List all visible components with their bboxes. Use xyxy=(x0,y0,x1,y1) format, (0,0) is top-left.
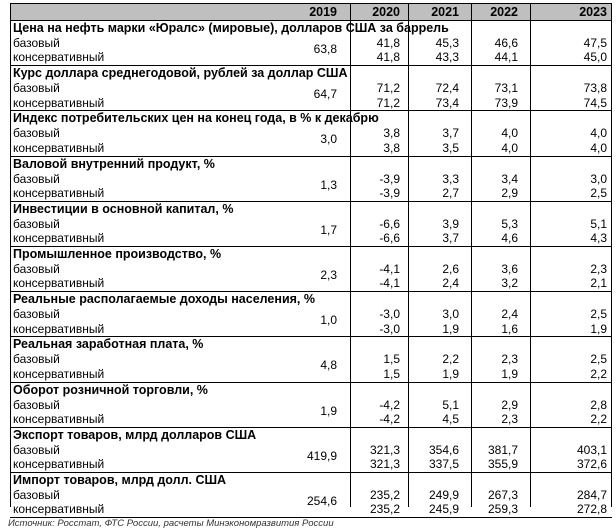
value-2020: -3,9 xyxy=(379,171,400,186)
value-2023: 73,8 xyxy=(583,81,607,96)
scenario-row-base xyxy=(10,443,612,457)
scenario-row-conservative xyxy=(10,50,612,64)
table-header-row xyxy=(10,3,612,21)
indicator-section xyxy=(10,21,612,66)
scenario-row-base xyxy=(10,488,612,502)
value-2022: 73,9 xyxy=(494,95,518,110)
indicator-section xyxy=(10,157,612,202)
value-2021: 43,3 xyxy=(435,50,459,65)
value-2023: 3,0 xyxy=(590,171,607,186)
value-2023: 74,5 xyxy=(583,95,607,110)
indicator-title: Валовой внутренний продукт, % xyxy=(13,156,215,171)
scenario-row-conservative xyxy=(10,322,612,336)
indicator-title: Промышленное производство, % xyxy=(13,246,222,261)
indicator-title: Цена на нефть марки «Юралс» (мировые), долларов США за баррель xyxy=(13,21,449,35)
value-2021: 3,7 xyxy=(442,231,459,246)
indicator-title: Реальные располагаемые доходы населения, % xyxy=(13,292,315,307)
value-2022: 2,3 xyxy=(501,352,518,367)
indicator-section xyxy=(10,111,612,156)
grid-line xyxy=(471,3,472,507)
scenario-label: консервативный xyxy=(13,457,105,472)
scenario-label: базовый xyxy=(13,442,60,457)
value-2023: 372,6 xyxy=(576,457,607,472)
value-2020: -4,1 xyxy=(379,276,400,291)
scenario-label: консервативный xyxy=(13,185,105,200)
forecast-table xyxy=(10,3,612,518)
scenario-row-base xyxy=(10,398,612,412)
value-2020: -4,2 xyxy=(379,411,400,426)
value-2019: 4,8 xyxy=(320,358,337,373)
scenario-label: базовый xyxy=(13,126,60,141)
scenario-label: консервативный xyxy=(13,276,105,291)
value-2021: 337,5 xyxy=(428,457,459,472)
value-2022: 1,9 xyxy=(501,366,518,381)
scenario-row-base xyxy=(10,307,612,321)
value-2021: 2,7 xyxy=(442,185,459,200)
scenario-label: базовый xyxy=(13,487,60,502)
value-2022: 4,0 xyxy=(501,140,518,155)
value-2021: 73,4 xyxy=(435,95,459,110)
scenario-label: консервативный xyxy=(13,411,105,426)
value-2021: 354,6 xyxy=(428,442,459,457)
scenario-label: базовый xyxy=(13,397,60,412)
scenario-row-conservative xyxy=(10,141,612,155)
year-header-2019: 2019 xyxy=(309,5,337,19)
scenario-row-base xyxy=(10,36,612,50)
value-2023: 403,1 xyxy=(576,442,607,457)
value-2021: 3,5 xyxy=(442,140,459,155)
value-2020: 71,2 xyxy=(376,81,400,96)
value-2021: 5,1 xyxy=(442,397,459,412)
scenario-row-conservative xyxy=(10,96,612,110)
scenario-label: консервативный xyxy=(13,366,105,381)
value-2023: 2,8 xyxy=(590,397,607,412)
value-2021: 245,9 xyxy=(428,502,459,517)
value-2023: 45,0 xyxy=(583,50,607,65)
value-2020: 235,2 xyxy=(369,487,400,502)
value-2020: 321,3 xyxy=(369,442,400,457)
scenario-label: консервативный xyxy=(13,231,105,246)
indicator-section xyxy=(10,247,612,292)
scenario-row-base xyxy=(10,352,612,366)
value-2023: 2,2 xyxy=(590,366,607,381)
scenario-row-conservative xyxy=(10,186,612,200)
scenario-label: базовый xyxy=(13,36,60,50)
value-2022: 355,9 xyxy=(487,457,518,472)
value-2019: 3,0 xyxy=(320,132,337,147)
scenario-label: консервативный xyxy=(13,50,105,65)
value-2023: 4,0 xyxy=(590,140,607,155)
scenario-row-base xyxy=(10,262,612,276)
table-body xyxy=(10,21,612,518)
value-2020: 41,8 xyxy=(376,50,400,65)
value-2022: 46,6 xyxy=(494,36,518,50)
scenario-label: базовый xyxy=(13,307,60,322)
scenario-row-conservative xyxy=(10,231,612,245)
indicator-title: Реальная заработная плата, % xyxy=(13,337,204,352)
scenario-label: консервативный xyxy=(13,321,105,336)
grid-line xyxy=(350,3,351,507)
year-header-2022: 2022 xyxy=(490,5,518,19)
value-2020: -3,0 xyxy=(379,307,400,322)
scenario-row-conservative xyxy=(10,367,612,381)
value-2019: 1,3 xyxy=(320,177,337,192)
indicator-title: Импорт товаров, млрд долл. США xyxy=(13,472,227,487)
value-2021: 2,6 xyxy=(442,261,459,276)
value-2021: 2,4 xyxy=(442,276,459,291)
value-2022: 3,6 xyxy=(501,261,518,276)
value-2019: 64,7 xyxy=(313,87,337,102)
value-2020: 1,5 xyxy=(383,366,400,381)
value-2022: 381,7 xyxy=(487,442,518,457)
value-2021: 4,5 xyxy=(442,411,459,426)
value-2020: 3,8 xyxy=(383,126,400,141)
indicator-section xyxy=(10,337,612,382)
value-2023: 2,1 xyxy=(590,276,607,291)
value-2019: 1,0 xyxy=(320,313,337,328)
value-2022: 44,1 xyxy=(494,50,518,65)
grid-line xyxy=(10,3,11,507)
value-2021: 3,7 xyxy=(442,126,459,141)
value-2020: -6,6 xyxy=(379,231,400,246)
indicator-section xyxy=(10,473,612,518)
value-2020: -6,6 xyxy=(379,216,400,231)
indicator-section xyxy=(10,66,612,111)
value-2019: 1,7 xyxy=(320,222,337,237)
value-2021: 3,3 xyxy=(442,171,459,186)
value-2021: 1,9 xyxy=(442,321,459,336)
indicator-section xyxy=(10,428,612,473)
scenario-row-conservative xyxy=(10,457,612,471)
year-header-2020: 2020 xyxy=(372,5,400,19)
value-2021: 3,9 xyxy=(442,216,459,231)
value-2021: 2,2 xyxy=(442,352,459,367)
value-2023: 4,3 xyxy=(590,231,607,246)
value-2020: 235,2 xyxy=(369,502,400,517)
value-2022: 2,3 xyxy=(501,411,518,426)
value-2020: 3,8 xyxy=(383,140,400,155)
year-header-2021: 2021 xyxy=(431,5,459,19)
value-2022: 73,1 xyxy=(494,81,518,96)
value-2020: 321,3 xyxy=(369,457,400,472)
indicator-title: Экспорт товаров, млрд долларов США xyxy=(13,427,257,442)
scenario-row-conservative xyxy=(10,502,612,516)
scenario-label: базовый xyxy=(13,261,60,276)
value-2020: 1,5 xyxy=(383,352,400,367)
indicator-section xyxy=(10,383,612,428)
value-2019: 419,9 xyxy=(306,448,337,463)
scenario-label: консервативный xyxy=(13,140,105,155)
scenario-row-conservative xyxy=(10,276,612,290)
value-2022: 267,3 xyxy=(487,487,518,502)
indicator-section xyxy=(10,202,612,247)
value-2021: 249,9 xyxy=(428,487,459,502)
source-note: Источник: Росстат, ФТС России, расчеты Минэкономразвития России xyxy=(8,518,334,529)
value-2022: 2,9 xyxy=(501,397,518,412)
grid-line xyxy=(611,3,612,507)
grid-line xyxy=(530,3,531,507)
indicator-title: Инвестиции в основной капитал, % xyxy=(13,201,234,216)
scenario-label: базовый xyxy=(13,352,60,367)
scenario-label: базовый xyxy=(13,216,60,231)
value-2023: 2,3 xyxy=(590,261,607,276)
value-2022: 1,6 xyxy=(501,321,518,336)
value-2019: 1,9 xyxy=(320,403,337,418)
value-2022: 3,4 xyxy=(501,171,518,186)
indicator-section xyxy=(10,292,612,337)
value-2023: 2,5 xyxy=(590,307,607,322)
value-2021: 1,9 xyxy=(442,366,459,381)
value-2020: -4,1 xyxy=(379,261,400,276)
value-2023: 2,5 xyxy=(590,352,607,367)
scenario-row-base xyxy=(10,172,612,186)
scenario-label: консервативный xyxy=(13,502,105,517)
scenario-label: базовый xyxy=(13,171,60,186)
value-2022: 3,2 xyxy=(501,276,518,291)
scenario-row-base xyxy=(10,217,612,231)
value-2021: 3,0 xyxy=(442,307,459,322)
value-2020: 71,2 xyxy=(376,95,400,110)
value-2023: 4,0 xyxy=(590,126,607,141)
indicator-title: Курс доллара среднегодовой, рублей за доллар США xyxy=(13,66,348,81)
indicator-title: Оборот розничной торговли, % xyxy=(13,382,208,397)
value-2019: 2,3 xyxy=(320,267,337,282)
value-2020: -3,9 xyxy=(379,185,400,200)
value-2020: -4,2 xyxy=(379,397,400,412)
value-2022: 2,4 xyxy=(501,307,518,322)
value-2022: 4,6 xyxy=(501,231,518,246)
value-2019: 254,6 xyxy=(306,493,337,508)
value-2020: -3,0 xyxy=(379,321,400,336)
scenario-row-base xyxy=(10,126,612,140)
value-2022: 259,3 xyxy=(487,502,518,517)
value-2023: 47,5 xyxy=(583,36,607,50)
value-2023: 284,7 xyxy=(576,487,607,502)
value-2023: 2,5 xyxy=(590,185,607,200)
value-2022: 2,9 xyxy=(501,185,518,200)
value-2022: 5,3 xyxy=(501,216,518,231)
scenario-row-conservative xyxy=(10,412,612,426)
value-2023: 2,2 xyxy=(590,411,607,426)
value-2023: 5,1 xyxy=(590,216,607,231)
value-2022: 4,0 xyxy=(501,126,518,141)
year-header-2023: 2023 xyxy=(579,5,607,19)
value-2023: 272,8 xyxy=(576,502,607,517)
value-2020: 41,8 xyxy=(376,36,400,50)
indicator-title: Индекс потребительских цен на конец года, в % к декабрю xyxy=(13,111,379,126)
grid-line xyxy=(408,3,409,507)
value-2023: 1,9 xyxy=(590,321,607,336)
value-2021: 72,4 xyxy=(435,81,459,96)
scenario-row-base xyxy=(10,81,612,95)
value-2021: 45,3 xyxy=(435,36,459,50)
scenario-label: базовый xyxy=(13,81,60,96)
value-2019: 63,8 xyxy=(313,42,337,56)
scenario-label: консервативный xyxy=(13,95,105,110)
